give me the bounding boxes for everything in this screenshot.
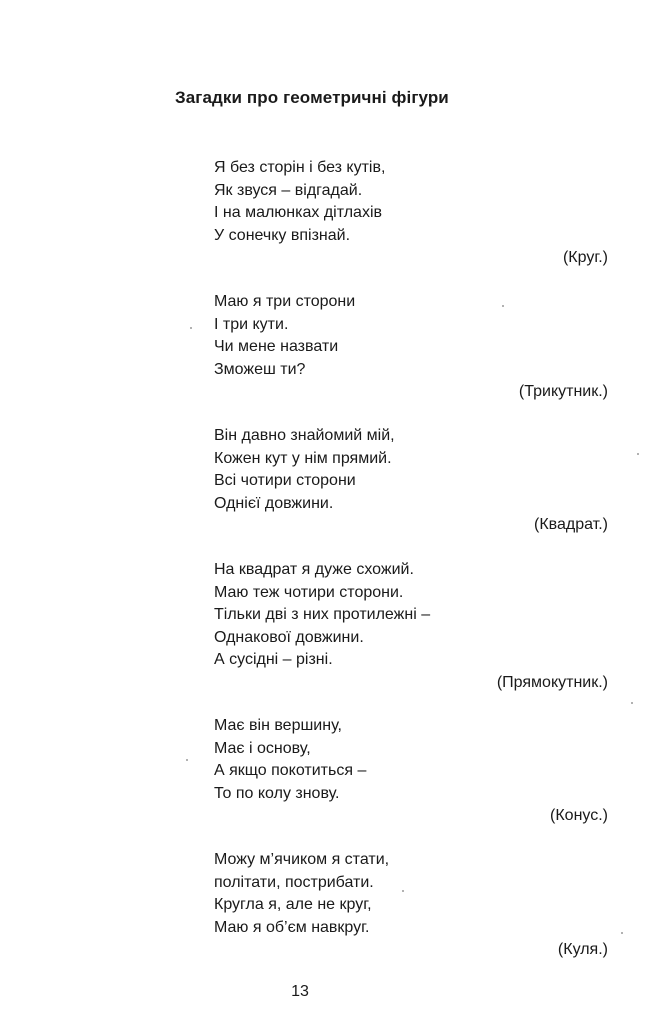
riddle-line: Має він вершину, (214, 717, 342, 734)
riddle-answer-2: (Трикутник.) (518, 383, 608, 400)
riddle-line: Чи мене назвати (214, 338, 339, 355)
page-title: Загадки про геометричні фігури (175, 88, 449, 107)
scan-speck (186, 759, 188, 761)
riddle-line: А якщо покотиться – (214, 762, 367, 779)
riddle-line: Кожен кут у нім прямий. (214, 449, 392, 467)
riddle-line: Зможеш ти? (214, 360, 306, 378)
scan-speck (190, 327, 192, 329)
riddle-line: Можу м’ячиком я стати, (214, 851, 390, 868)
riddle-line: Маю теж чотири сторони. (214, 583, 404, 601)
riddle-answer-4: (Прямокутник.) (496, 674, 608, 691)
riddle-line: У сонечку впізнай. (214, 226, 351, 244)
riddle-answer-5: (Конус.) (550, 807, 608, 824)
riddle-line: Маю я три сторони (214, 293, 356, 310)
riddle-5 (214, 715, 609, 805)
riddle-3 (214, 425, 609, 515)
scan-speck (631, 702, 633, 704)
riddle-answer-3: (Квадрат.) (534, 516, 608, 533)
riddle-2 (214, 291, 609, 381)
riddle-answer-6: (Куля.) (557, 941, 608, 958)
riddle-line: Має і основу, (214, 739, 311, 757)
riddle-line: Він давно знайомий мій, (214, 427, 395, 444)
riddle-line: Тільки дві з них протилежні – (214, 606, 431, 623)
riddle-line: політати, пострибати. (214, 873, 374, 891)
riddle-1 (214, 157, 609, 247)
riddle-4 (214, 559, 609, 672)
page-number: 13 (291, 983, 309, 1000)
riddle-answer-1: (Круг.) (562, 249, 608, 266)
riddle-line: То по колу знову. (214, 784, 340, 802)
riddle-line: А сусідні – різні. (214, 651, 333, 668)
scan-speck (621, 932, 623, 934)
riddle-line: На квадрат я дуже схожий. (214, 561, 414, 578)
riddle-line: Як звуся – відгадай. (214, 181, 363, 199)
riddle-line: Всі чотири сторони (214, 472, 356, 489)
scan-speck (402, 890, 404, 892)
riddle-line: Однієї довжини. (214, 494, 334, 512)
riddle-line: Я без сторін і без кутів, (214, 159, 386, 176)
scan-speck (637, 453, 639, 455)
riddle-line: Кругла я, але не круг, (214, 896, 372, 913)
riddle-line: Маю я об’єм навкруг. (214, 918, 370, 936)
riddle-line: І на малюнках дітлахів (214, 204, 382, 221)
riddle-line: Однакової довжини. (214, 628, 364, 646)
riddle-line: І три кути. (214, 315, 289, 333)
scan-speck (502, 305, 504, 307)
riddle-6 (214, 849, 609, 939)
